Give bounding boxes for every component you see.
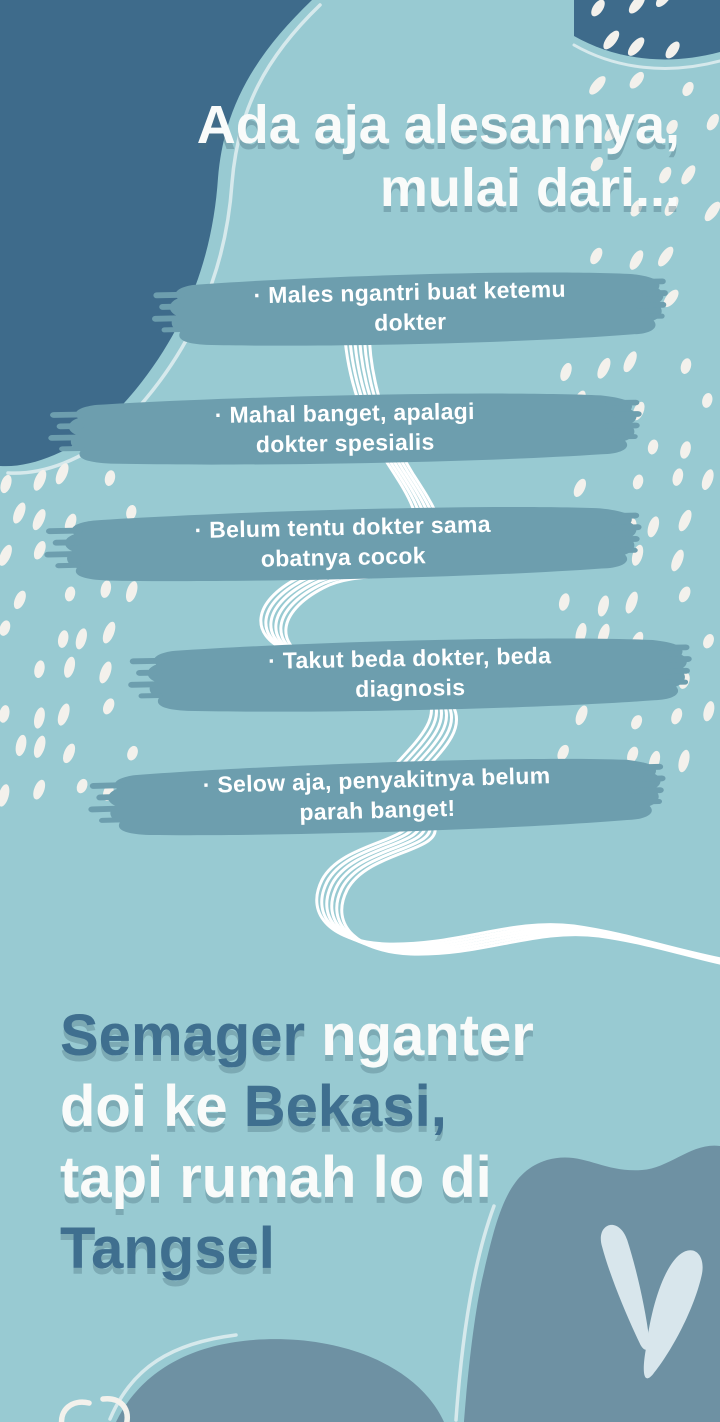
page-title — [60, 94, 680, 219]
title-line-1: Ada aja alesannya, — [196, 95, 680, 155]
reason-text-5: · Selow aja, penyakitnya belum parah banget! — [202, 762, 551, 826]
reason-banner-1 — [149, 257, 671, 360]
reason-banner-3 — [41, 491, 645, 596]
headline-line-2: doi ke Bekasi, — [60, 1074, 447, 1139]
reason-banner-2 — [45, 378, 644, 477]
reason-text-3: · Belum tentu dokter sama obatnya cocok — [194, 510, 492, 572]
title-line-2: mulai dari... — [379, 157, 680, 218]
headline — [60, 1000, 700, 1284]
reason-text-1: · Males ngantri buat ketemu dokter — [253, 275, 567, 336]
headline-line-3: tapi rumah lo di — [60, 1145, 492, 1210]
reason-text-2: · Mahal banget, apalagi dokter spesialis — [214, 397, 475, 458]
reason-banner-4 — [125, 623, 695, 726]
headline-line-1: Semager nganter — [60, 1003, 534, 1068]
reason-banner-5 — [85, 742, 669, 850]
reason-text-4: · Takut beda dokter, beda diagnosis — [267, 642, 552, 703]
headline-line-4: Tangsel — [60, 1216, 275, 1281]
